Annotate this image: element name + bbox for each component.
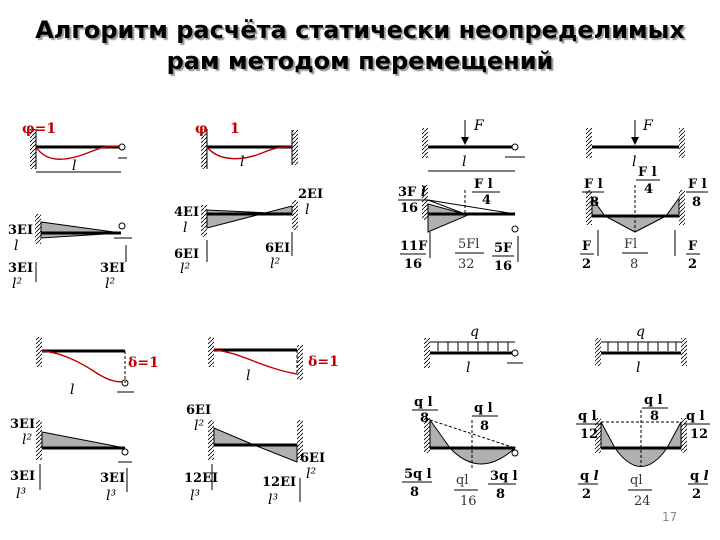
label-8d: 8 [496,487,506,502]
label-2b: 2 [688,257,698,272]
label-l: l [305,202,310,218]
label-ql2-mid: q l [474,401,493,416]
case-load-fixed-pinned [422,118,525,171]
label-8: 8 [650,409,660,424]
label-3ei: 3EI [8,223,34,238]
label-l3-right: l³ [106,488,117,504]
label-8: 8 [420,411,430,426]
label-5F: 5F [494,241,513,256]
label-l2-right: l² [270,256,281,272]
label-Fl-top: F l [474,177,493,192]
label-24: 24 [634,494,651,509]
label-delta1: δ=1 [128,355,159,371]
moment-diagram-F-fixed-fixed [580,165,708,272]
label-l2: l² [194,418,205,434]
label-5ql: 5q l [404,467,432,482]
label-Fl-mid: F l [638,165,657,180]
label-l: l [14,238,19,254]
moment-diagram-q-fixed-pinned [402,395,518,509]
case-load-fixed-fixed [586,118,685,170]
label-16b: 16 [404,257,423,272]
deflection-curve [42,351,125,382]
deflection-curve [214,350,297,374]
label-l2-right: l² [105,276,116,292]
label-F-left: F [582,239,592,254]
label-l3: l³ [190,488,201,504]
label-8b: 8 [480,419,490,434]
moment-diagram-q-fixed-fixed [576,393,710,509]
slide-title-line2: рам методом перемещений [166,47,554,75]
label-Fl-left: F l [584,177,603,192]
label-2: 2 [582,487,592,502]
label-11F: 11F [400,239,428,254]
label-l: l [466,360,471,376]
label-16: 16 [460,494,477,509]
case-displacement-fixed-pinned [36,337,159,398]
label-2ei: 2EI [298,187,324,202]
label-phi: φ [195,121,208,137]
label-F-right: F [688,239,698,254]
label-delta1: δ=1 [308,354,339,370]
moment-diagram-4ei-2ei [174,187,323,277]
label-l: l [72,158,77,174]
label-3ei-l2: 3EI [8,261,34,276]
label-ql2-right: q l [686,409,705,424]
label-l: l [183,220,188,236]
label-Fl-mid2: Fl [624,237,638,252]
label-l2: l² [22,432,33,448]
deflection-curve [207,147,292,159]
label-8c: 8 [410,485,420,500]
case-rotation-fixed-pinned [22,121,127,174]
moment-diagram-delta-fixed-pinned [10,417,132,504]
label-F: F [474,118,484,134]
moment-diagram-F-fixed-pinned [398,177,518,274]
label-phi1: φ=1 [22,121,57,137]
label-16: 16 [400,201,419,216]
label-ql2-curve: ql [456,473,469,488]
label-ql-right: q l [690,469,709,484]
label-8: 8 [590,195,600,210]
label-ql2-curve: ql [630,473,643,488]
label-4ei: 4EI [174,205,200,220]
label-12b: 12 [690,427,709,442]
label-12ei-right: 12EI [262,475,297,490]
label-l: l [632,154,637,170]
label-6ei-right: 6EI [265,241,291,256]
case-rotation-fixed-fixed [195,121,298,170]
label-12ei: 12EI [184,471,219,486]
case-udl-fixed-fixed [595,324,687,376]
label-6ei: 6EI [174,247,200,262]
label-l2-right: l² [306,466,317,482]
label-one: 1 [230,121,240,137]
label-2b: 2 [692,487,702,502]
label-2: 2 [582,257,592,272]
label-16c: 16 [494,259,513,274]
label-3ei-b: 3EI [10,469,36,484]
label-ql2-mid: q l [644,393,663,408]
label-6ei: 6EI [186,403,212,418]
label-3ei: 3EI [10,417,36,432]
label-8c: 8 [630,257,639,272]
label-l3-right: l³ [268,492,279,508]
label-ql2-left: q l [578,409,597,424]
label-l2: l² [12,276,23,292]
label-q: q [636,324,645,340]
label-l2: l² [180,261,191,277]
page-number: 17 [662,510,678,524]
slide-title-line1: Алгоритм расчёта статически неопределимых [35,16,685,44]
label-l3: l³ [16,486,27,502]
moment-diagram-delta-fixed-fixed [184,403,325,508]
label-Fl-right: F l [688,177,707,192]
label-3ei-c: 3EI [100,471,126,486]
label-l: l [240,154,245,170]
label-4: 4 [482,193,492,208]
label-8b: 8 [692,195,702,210]
label-5Fl: 5Fl [458,237,480,252]
label-3Fl: 3F l [398,185,426,200]
case-udl-fixed-pinned [424,324,523,376]
label-l: l [462,154,467,170]
label-l: l [246,368,251,384]
label-3ql: 3q l [490,469,518,484]
label-l: l [636,360,641,376]
label-4: 4 [644,182,654,197]
case-displacement-fixed-fixed [208,337,339,384]
label-ql2-left: q l [414,395,433,410]
label-l: l [70,382,75,398]
label-32: 32 [458,257,475,272]
moment-diagram-3ei [8,214,132,292]
label-F: F [643,118,653,134]
label-ql-left: q l [580,469,599,484]
label-3ei-l2-right: 3EI [100,261,126,276]
label-12: 12 [580,427,599,442]
label-6ei-right: 6EI [300,451,326,466]
label-q: q [470,324,479,340]
